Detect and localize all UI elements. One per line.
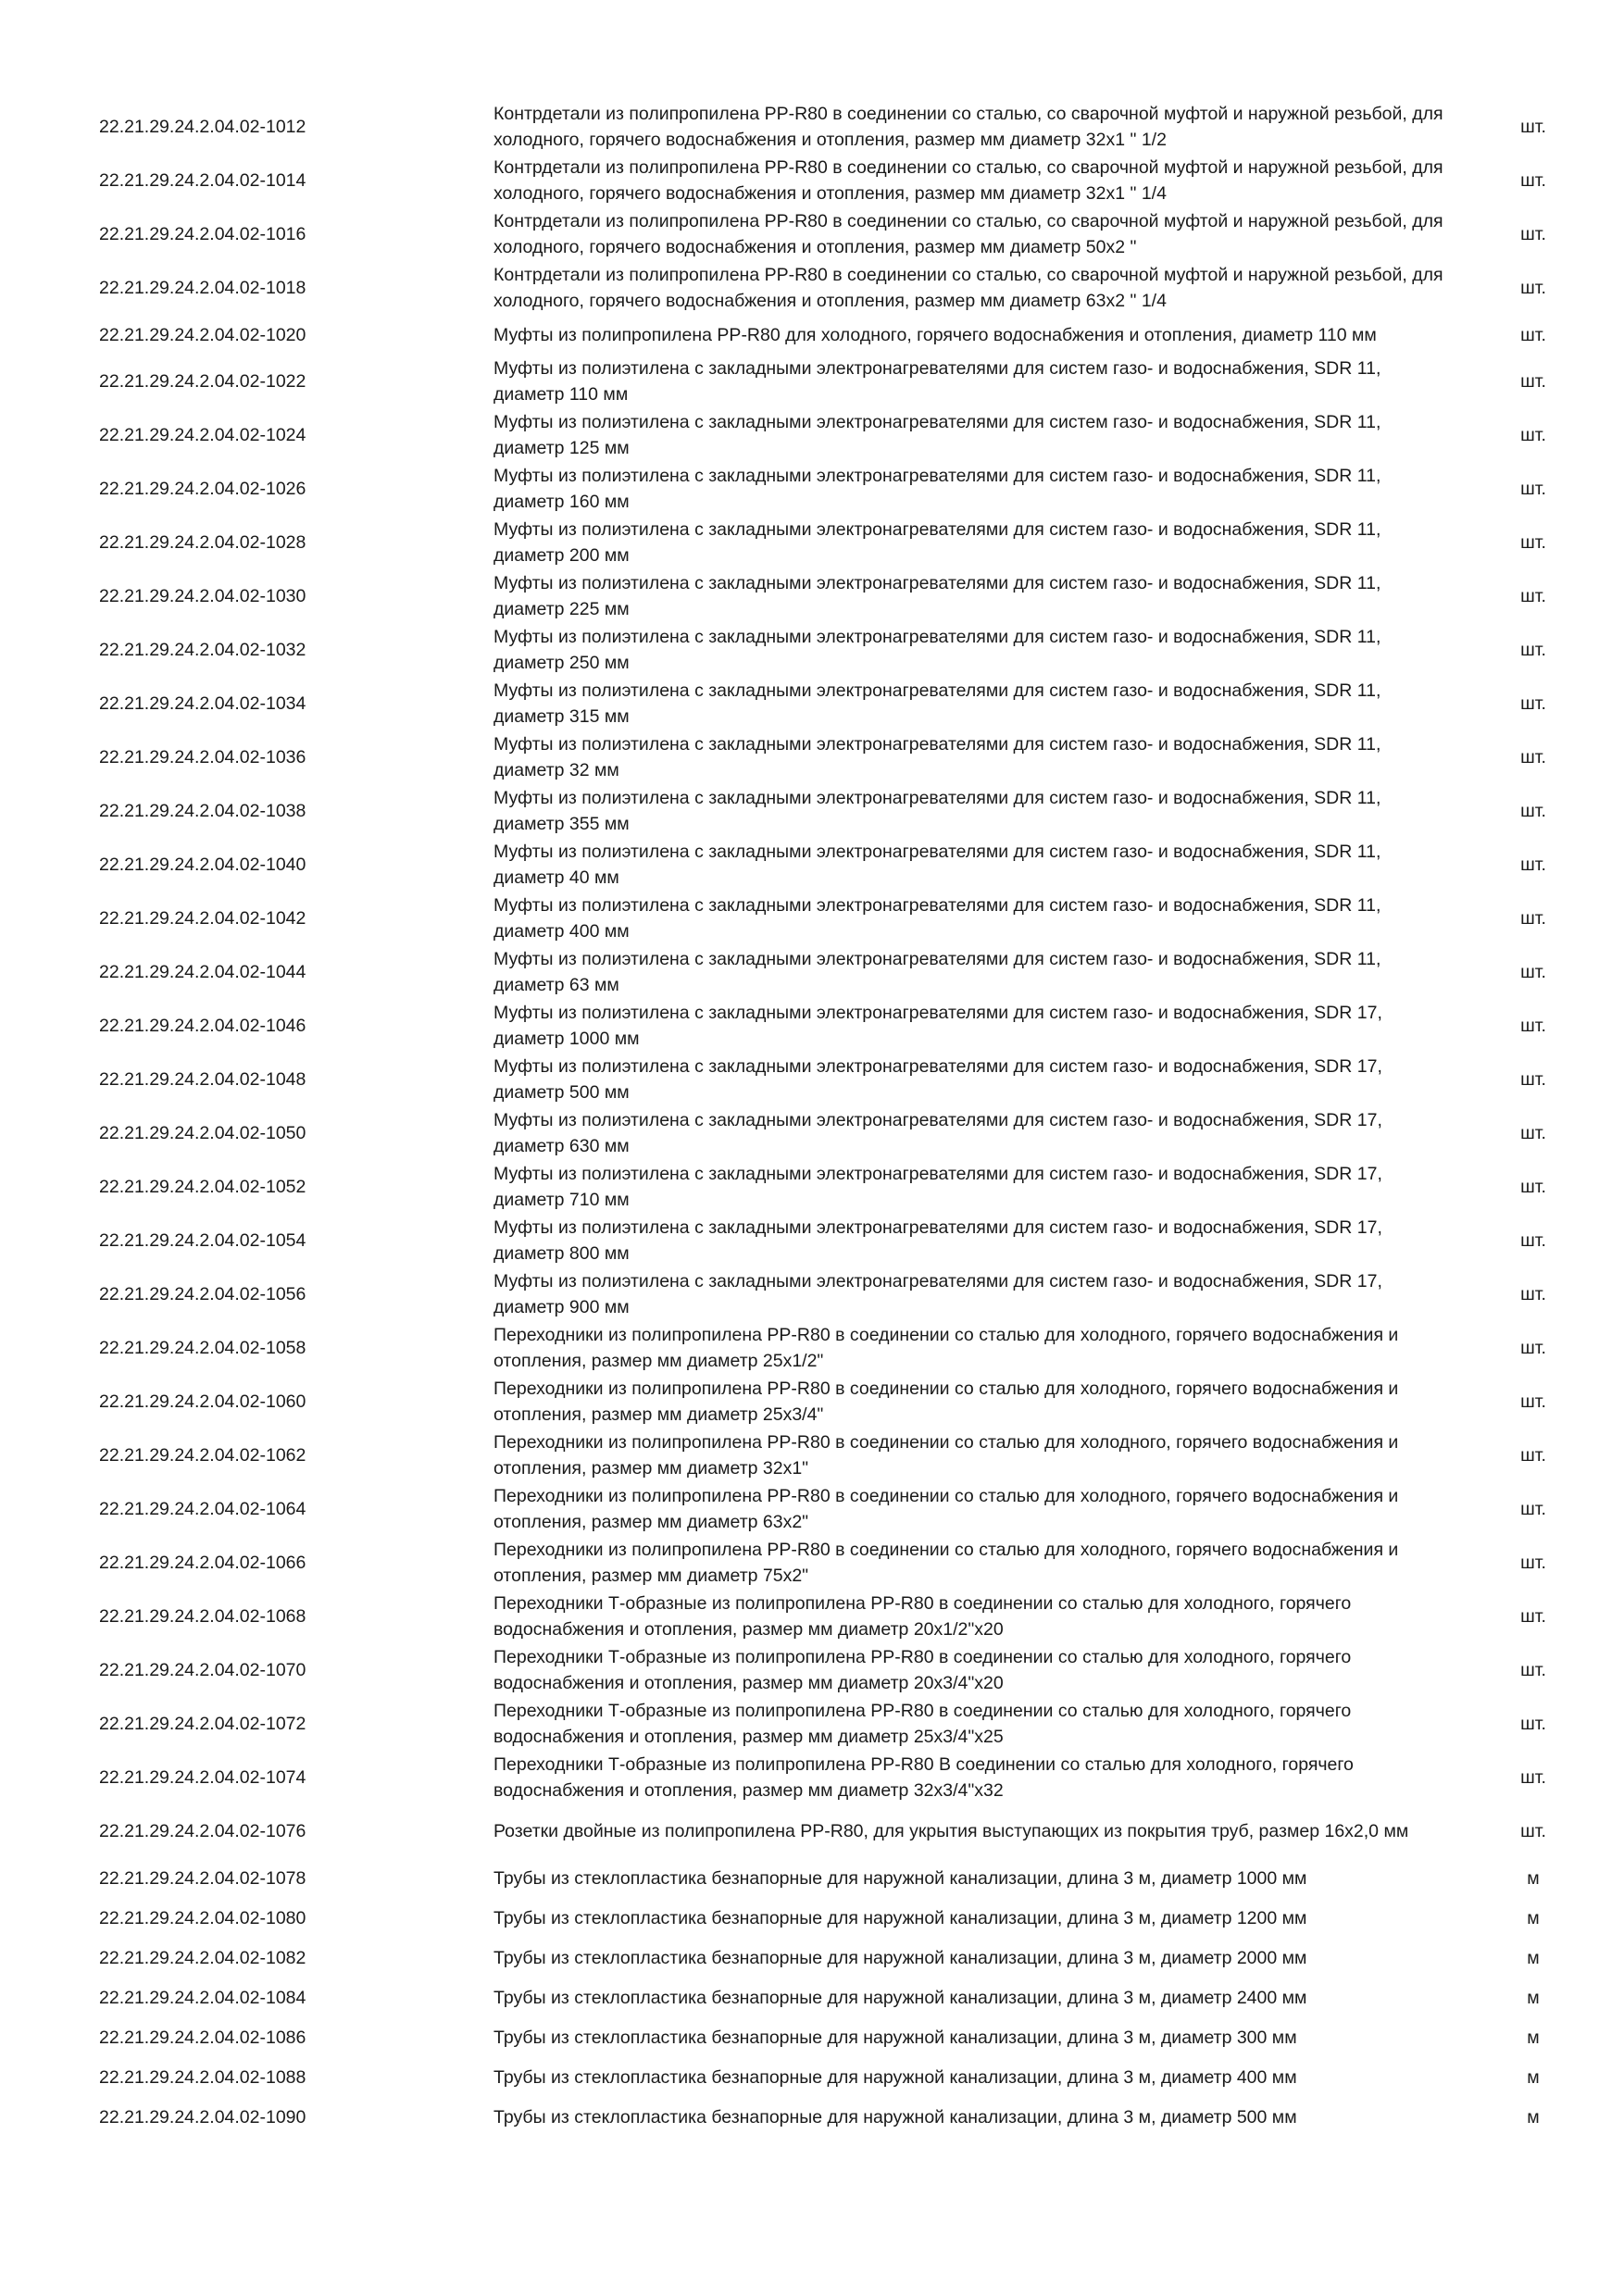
resource-name-cell: Муфты из полиэтилена с закладными электронагревателями для систем газо- и водоснабжения, SDR 11, диаметр 355 мм xyxy=(493,788,1381,834)
resource-unit-cell: шт. xyxy=(1520,278,1546,298)
resource-name-cell: Трубы из стеклопластика безнапорные для наружной канализации, длина 3 м, диаметр 1200 мм xyxy=(493,1907,1307,1928)
resource-table xyxy=(93,100,1574,2137)
table-row xyxy=(93,1858,1574,1898)
table-row xyxy=(93,1375,1574,1429)
resource-name-cell: Контрдетали из полипропилена PP-R80 в соединении со сталью, со сварочной муфтой и наружной резьбой, для холодного, горячего водоснабжения и отопления, размер мм диаметр 63х2 " 1/4 xyxy=(493,265,1443,311)
resource-code-cell: 22.21.29.24.2.04.02-1076 xyxy=(99,1821,306,1841)
table-row xyxy=(93,1214,1574,1267)
resource-table-body xyxy=(93,100,1574,2137)
resource-unit-cell: шт. xyxy=(1520,371,1546,392)
resource-unit-cell: шт. xyxy=(1520,1606,1546,1627)
resource-name-cell: Трубы из стеклопластика безнапорные для наружной канализации, длина 3 м, диаметр 400 мм xyxy=(493,2066,1297,2088)
resource-code-cell: 22.21.29.24.2.04.02-1052 xyxy=(99,1177,306,1197)
resource-unit-cell: м xyxy=(1527,1867,1540,1889)
resource-unit-cell: шт. xyxy=(1520,1660,1546,1680)
resource-name-cell: Переходники из полипропилена PP-R80 в соединении со сталью для холодного, горячего водоснабжения и отопления, размер мм диаметр 75х2" xyxy=(493,1540,1399,1586)
resource-unit-cell: шт. xyxy=(1520,1230,1546,1251)
resource-name-cell: Контрдетали из полипропилена PP-R80 в соединении со сталью, со сварочной муфтой и наружной резьбой, для холодного, горячего водоснабжения и отопления, размер мм диаметр 50х2 " xyxy=(493,211,1443,257)
table-row xyxy=(93,1804,1574,1858)
table-row xyxy=(93,892,1574,945)
resource-code-cell: 22.21.29.24.2.04.02-1044 xyxy=(99,962,306,982)
resource-name-cell: Муфты из полиэтилена с закладными электронагревателями для систем газо- и водоснабжения, SDR 11, диаметр 63 мм xyxy=(493,949,1381,995)
table-row xyxy=(93,677,1574,730)
table-row xyxy=(93,1053,1574,1106)
resource-code-cell: 22.21.29.24.2.04.02-1030 xyxy=(99,586,306,606)
resource-unit-cell: м xyxy=(1527,1987,1540,2008)
table-row xyxy=(93,1898,1574,1938)
resource-name-cell: Контрдетали из полипропилена PP-R80 в соединении со сталью, со сварочной муфтой и наружной резьбой, для холодного, горячего водоснабжения и отопления, размер мм диаметр 32х1 " 1/4 xyxy=(493,157,1443,204)
resource-unit-cell: шт. xyxy=(1520,1338,1546,1358)
resource-unit-cell: шт. xyxy=(1520,479,1546,499)
table-row xyxy=(93,1590,1574,1643)
resource-unit-cell: шт. xyxy=(1520,425,1546,445)
resource-unit-cell: шт. xyxy=(1520,693,1546,714)
resource-name-cell: Муфты из полиэтилена с закладными электронагревателями для систем газо- и водоснабжения, SDR 11, диаметр 40 мм xyxy=(493,842,1381,888)
resource-name-cell: Переходники из полипропилена PP-R80 в соединении со сталью для холодного, горячего водоснабжения и отопления, размер мм диаметр 25х3/4" xyxy=(493,1379,1399,1425)
resource-unit-cell: м xyxy=(1527,1907,1540,1928)
table-row xyxy=(93,2017,1574,2057)
table-row xyxy=(93,1321,1574,1375)
resource-unit-cell: шт. xyxy=(1520,1553,1546,1573)
resource-name-cell: Трубы из стеклопластика безнапорные для наружной канализации, длина 3 м, диаметр 2000 мм xyxy=(493,1947,1307,1968)
table-row xyxy=(93,1751,1574,1804)
resource-code-cell: 22.21.29.24.2.04.02-1018 xyxy=(99,278,306,298)
resource-name-cell: Муфты из полиэтилена с закладными электронагревателями для систем газо- и водоснабжения, SDR 17, диаметр 1000 мм xyxy=(493,1003,1382,1049)
table-row xyxy=(93,261,1574,315)
resource-code-cell: 22.21.29.24.2.04.02-1042 xyxy=(99,908,306,929)
resource-name-cell: Муфты из полиэтилена с закладными электронагревателями для систем газо- и водоснабжения, SDR 11, диаметр 315 мм xyxy=(493,680,1381,727)
resource-name-cell: Переходники Т-образные из полипропилена PP-R80 в соединении со сталью для холодного, горячего водоснабжения и отопления, размер мм диаметр 25х3/4"х25 xyxy=(493,1701,1352,1747)
resource-code-cell: 22.21.29.24.2.04.02-1040 xyxy=(99,855,306,875)
table-row xyxy=(93,516,1574,569)
table-row xyxy=(93,1267,1574,1321)
resource-unit-cell: шт. xyxy=(1520,532,1546,553)
table-row xyxy=(93,462,1574,516)
resource-unit-cell: шт. xyxy=(1520,586,1546,606)
resource-unit-cell: м xyxy=(1527,2106,1540,2128)
resource-code-cell: 22.21.29.24.2.04.02-1016 xyxy=(99,224,306,244)
resource-name-cell: Муфты из полиэтилена с закладными электронагревателями для систем газо- и водоснабжения, SDR 11, диаметр 110 мм xyxy=(493,358,1381,405)
resource-code-cell: 22.21.29.24.2.04.02-1026 xyxy=(99,479,306,499)
resource-code-cell: 22.21.29.24.2.04.02-1066 xyxy=(99,1553,306,1573)
table-row xyxy=(93,408,1574,462)
resource-unit-cell: шт. xyxy=(1520,1499,1546,1519)
resource-unit-cell: шт. xyxy=(1520,1016,1546,1036)
resource-name-cell: Муфты из полиэтилена с закладными электронагревателями для систем газо- и водоснабжения, SDR 11, диаметр 225 мм xyxy=(493,573,1381,619)
resource-name-cell: Муфты из полиэтилена с закладными электронагревателями для систем газо- и водоснабжения, SDR 11, диаметр 160 мм xyxy=(493,466,1381,512)
resource-name-cell: Переходники из полипропилена PP-R80 в соединении со сталью для холодного, горячего водоснабжения и отопления, размер мм диаметр 63х2" xyxy=(493,1486,1399,1532)
resource-unit-cell: шт. xyxy=(1520,1391,1546,1412)
resource-code-cell: 22.21.29.24.2.04.02-1070 xyxy=(99,1660,306,1680)
resource-name-cell: Муфты из полиэтилена с закладными электронагревателями для систем газо- и водоснабжения, SDR 11, диаметр 200 мм xyxy=(493,519,1381,566)
table-row xyxy=(93,355,1574,408)
table-row xyxy=(93,838,1574,892)
resource-name-cell: Муфты из полипропилена PP-R80 для холодного, горячего водоснабжения и отопления, диаметр 110 мм xyxy=(493,324,1377,345)
table-row xyxy=(93,1482,1574,1536)
resource-code-cell: 22.21.29.24.2.04.02-1058 xyxy=(99,1338,306,1358)
resource-code-cell: 22.21.29.24.2.04.02-1084 xyxy=(99,1987,306,2008)
table-row xyxy=(93,2057,1574,2097)
resource-unit-cell: м xyxy=(1527,1947,1540,1968)
resource-unit-cell: шт. xyxy=(1520,1714,1546,1734)
resource-name-cell: Муфты из полиэтилена с закладными электронагревателями для систем газо- и водоснабжения, SDR 11, диаметр 32 мм xyxy=(493,734,1381,780)
resource-unit-cell: шт. xyxy=(1520,1767,1546,1788)
resource-name-cell: Трубы из стеклопластика безнапорные для наружной канализации, длина 3 м, диаметр 500 мм xyxy=(493,2106,1297,2128)
resource-name-cell: Муфты из полиэтилена с закладными электронагревателями для систем газо- и водоснабжения, SDR 17, диаметр 710 мм xyxy=(493,1164,1382,1210)
table-row xyxy=(93,1106,1574,1160)
resource-name-cell: Трубы из стеклопластика безнапорные для наружной канализации, длина 3 м, диаметр 300 мм xyxy=(493,2027,1297,2048)
table-row xyxy=(93,1938,1574,1978)
resource-name-cell: Трубы из стеклопластика безнапорные для наружной канализации, длина 3 м, диаметр 2400 мм xyxy=(493,1987,1307,2008)
resource-unit-cell: шт. xyxy=(1520,1445,1546,1466)
resource-code-cell: 22.21.29.24.2.04.02-1074 xyxy=(99,1767,306,1788)
resource-code-cell: 22.21.29.24.2.04.02-1022 xyxy=(99,371,306,392)
resource-code-cell: 22.21.29.24.2.04.02-1060 xyxy=(99,1391,306,1412)
resource-code-cell: 22.21.29.24.2.04.02-1078 xyxy=(99,1867,306,1889)
resource-name-cell: Муфты из полиэтилена с закладными электронагревателями для систем газо- и водоснабжения, SDR 17, диаметр 900 мм xyxy=(493,1271,1382,1317)
table-row xyxy=(93,2097,1574,2137)
resource-name-cell: Муфты из полиэтилена с закладными электронагревателями для систем газо- и водоснабжения, SDR 11, диаметр 250 мм xyxy=(493,627,1381,673)
resource-unit-cell: шт. xyxy=(1520,1069,1546,1090)
resource-name-cell: Переходники Т-образные из полипропилена PP-R80 в соединении со сталью для холодного, горячего водоснабжения и отопления, размер мм диаметр 20х1/2"х20 xyxy=(493,1593,1352,1640)
resource-code-cell: 22.21.29.24.2.04.02-1056 xyxy=(99,1284,306,1304)
resource-unit-cell: шт. xyxy=(1520,640,1546,660)
table-row xyxy=(93,784,1574,838)
table-row xyxy=(93,100,1574,154)
table-row xyxy=(93,569,1574,623)
resource-name-cell: Переходники Т-образные из полипропилена PP-R80 В соединении со сталью для холодного, горячего водоснабжения и отопления, размер мм диаметр 32х3/4"х32 xyxy=(493,1754,1354,1801)
resource-code-cell: 22.21.29.24.2.04.02-1062 xyxy=(99,1445,306,1466)
resource-code-cell: 22.21.29.24.2.04.02-1072 xyxy=(99,1714,306,1734)
resource-unit-cell: м xyxy=(1527,2027,1540,2048)
resource-unit-cell: шт. xyxy=(1520,1123,1546,1143)
resource-unit-cell: шт. xyxy=(1520,170,1546,191)
resource-name-cell: Трубы из стеклопластика безнапорные для наружной канализации, длина 3 м, диаметр 1000 мм xyxy=(493,1867,1307,1889)
table-row xyxy=(93,999,1574,1053)
table-row xyxy=(93,1429,1574,1482)
resource-unit-cell: шт. xyxy=(1520,962,1546,982)
resource-code-cell: 22.21.29.24.2.04.02-1012 xyxy=(99,117,306,137)
resource-name-cell: Переходники Т-образные из полипропилена PP-R80 в соединении со сталью для холодного, горячего водоснабжения и отопления, размер мм диаметр 20х3/4"х20 xyxy=(493,1647,1352,1693)
resource-code-cell: 22.21.29.24.2.04.02-1034 xyxy=(99,693,306,714)
resource-name-cell: Розетки двойные из полипропилена PP-R80, для укрытия выступающих из покрытия труб, размер 16х2,0 мм xyxy=(493,1821,1409,1841)
resource-unit-cell: шт. xyxy=(1520,1821,1546,1841)
resource-code-cell: 22.21.29.24.2.04.02-1038 xyxy=(99,801,306,821)
table-row xyxy=(93,315,1574,355)
table-row xyxy=(93,1536,1574,1590)
resource-code-cell: 22.21.29.24.2.04.02-1080 xyxy=(99,1907,306,1928)
resource-code-cell: 22.21.29.24.2.04.02-1036 xyxy=(99,747,306,767)
resource-code-cell: 22.21.29.24.2.04.02-1048 xyxy=(99,1069,306,1090)
resource-unit-cell: шт. xyxy=(1520,908,1546,929)
resource-name-cell: Муфты из полиэтилена с закладными электронагревателями для систем газо- и водоснабжения, SDR 17, диаметр 630 мм xyxy=(493,1110,1382,1156)
resource-unit-cell: шт. xyxy=(1520,1177,1546,1197)
resource-code-cell: 22.21.29.24.2.04.02-1088 xyxy=(99,2066,306,2088)
resource-code-cell: 22.21.29.24.2.04.02-1068 xyxy=(99,1606,306,1627)
resource-unit-cell: м xyxy=(1527,2066,1540,2088)
resource-name-cell: Муфты из полиэтилена с закладными электронагревателями для систем газо- и водоснабжения, SDR 17, диаметр 500 мм xyxy=(493,1056,1382,1103)
table-row xyxy=(93,730,1574,784)
resource-unit-cell: шт. xyxy=(1520,224,1546,244)
resource-code-cell: 22.21.29.24.2.04.02-1024 xyxy=(99,425,306,445)
resource-code-cell: 22.21.29.24.2.04.02-1028 xyxy=(99,532,306,553)
resource-name-cell: Переходники из полипропилена PP-R80 в соединении со сталью для холодного, горячего водоснабжения и отопления, размер мм диаметр 25х1/2" xyxy=(493,1325,1399,1371)
resource-name-cell: Муфты из полиэтилена с закладными электронагревателями для систем газо- и водоснабжения, SDR 11, диаметр 125 мм xyxy=(493,412,1381,458)
resource-code-cell: 22.21.29.24.2.04.02-1020 xyxy=(99,324,306,345)
table-row xyxy=(93,945,1574,999)
table-row xyxy=(93,1160,1574,1214)
table-row xyxy=(93,1643,1574,1697)
resource-unit-cell: шт. xyxy=(1520,747,1546,767)
resource-unit-cell: шт. xyxy=(1520,117,1546,137)
resource-name-cell: Контрдетали из полипропилена PP-R80 в соединении со сталью, со сварочной муфтой и наружной резьбой, для холодного, горячего водоснабжения и отопления, размер мм диаметр 32х1 " 1/2 xyxy=(493,104,1443,150)
table-row xyxy=(93,1978,1574,2017)
resource-code-cell: 22.21.29.24.2.04.02-1064 xyxy=(99,1499,306,1519)
resource-unit-cell: шт. xyxy=(1520,1284,1546,1304)
resource-code-cell: 22.21.29.24.2.04.02-1032 xyxy=(99,640,306,660)
table-row xyxy=(93,207,1574,261)
resource-unit-cell: шт. xyxy=(1520,324,1546,345)
table-row xyxy=(93,1697,1574,1751)
resource-code-cell: 22.21.29.24.2.04.02-1014 xyxy=(99,170,306,191)
resource-name-cell: Муфты из полиэтилена с закладными электронагревателями для систем газо- и водоснабжения, SDR 17, диаметр 800 мм xyxy=(493,1217,1382,1264)
resource-code-cell: 22.21.29.24.2.04.02-1082 xyxy=(99,1947,306,1968)
table-row xyxy=(93,623,1574,677)
resource-code-cell: 22.21.29.24.2.04.02-1050 xyxy=(99,1123,306,1143)
resource-code-cell: 22.21.29.24.2.04.02-1086 xyxy=(99,2027,306,2048)
resource-code-cell: 22.21.29.24.2.04.02-1090 xyxy=(99,2106,306,2128)
table-row xyxy=(93,154,1574,207)
resource-name-cell: Переходники из полипропилена PP-R80 в соединении со сталью для холодного, горячего водоснабжения и отопления, размер мм диаметр 32х1" xyxy=(493,1432,1399,1479)
resource-unit-cell: шт. xyxy=(1520,801,1546,821)
resource-code-cell: 22.21.29.24.2.04.02-1046 xyxy=(99,1016,306,1036)
resource-code-cell: 22.21.29.24.2.04.02-1054 xyxy=(99,1230,306,1251)
resource-name-cell: Муфты из полиэтилена с закладными электронагревателями для систем газо- и водоснабжения, SDR 11, диаметр 400 мм xyxy=(493,895,1381,942)
resource-unit-cell: шт. xyxy=(1520,855,1546,875)
